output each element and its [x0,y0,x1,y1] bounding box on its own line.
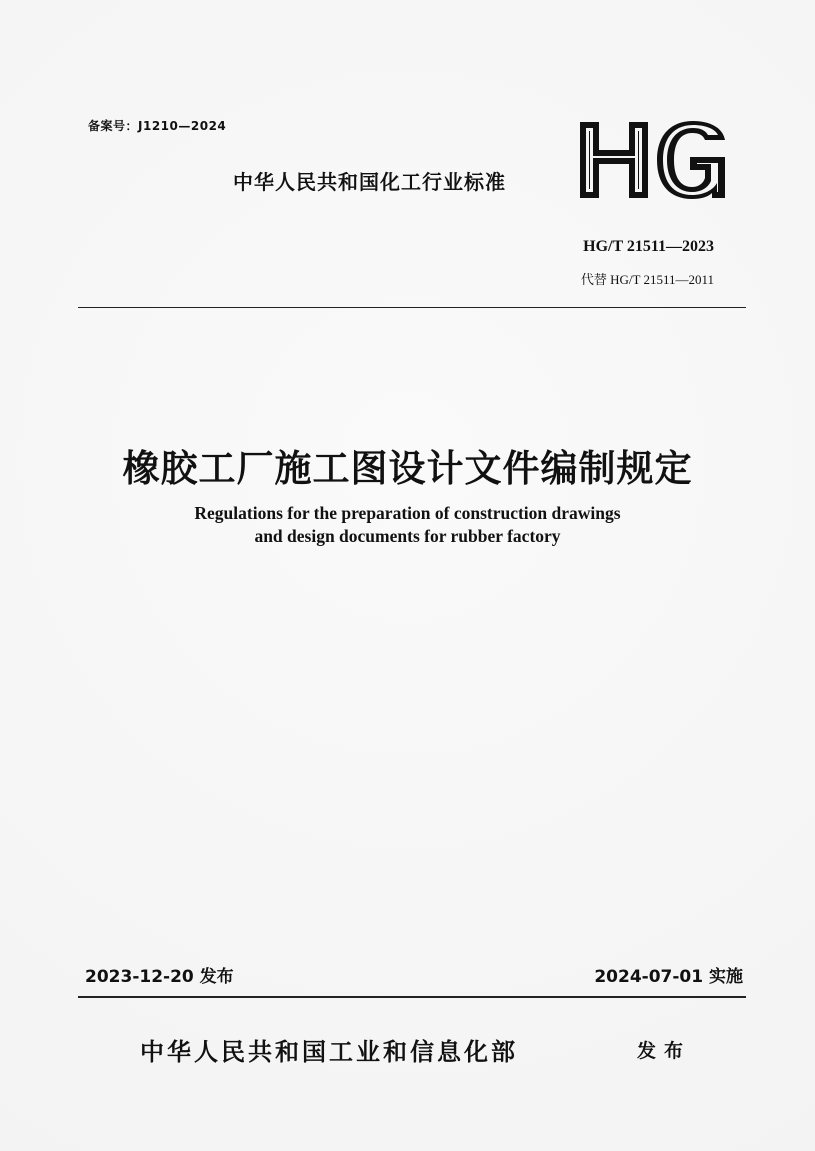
footer-divider [78,996,746,998]
record-number: 备案号：J1210—2024 [88,119,227,133]
logo-letter-h [580,122,648,198]
implementation-date: 2024-07-01 实施 [594,967,743,987]
logo-letter-g [657,121,725,199]
replaces-code: 代替 HG/T 21511—2011 [580,272,714,287]
hg-logo [577,120,727,200]
issuer-action: 发布 [637,1040,692,1062]
standard-code: HG/T 21511—2023 [583,238,714,255]
header-divider [78,307,746,308]
standard-type: 中华人民共和国化工行业标准 [233,170,506,194]
title-english-line-1: Regulations for the preparation of construction drawings [194,503,621,523]
issue-date: 2023-12-20 发布 [85,967,234,987]
title-english-line-2: and design documents for rubber factory [254,526,561,546]
title-chinese: 橡胶工厂施工图设计文件编制规定 [122,447,693,490]
issuing-authority: 中华人民共和国工业和信息化部 [140,1038,518,1066]
